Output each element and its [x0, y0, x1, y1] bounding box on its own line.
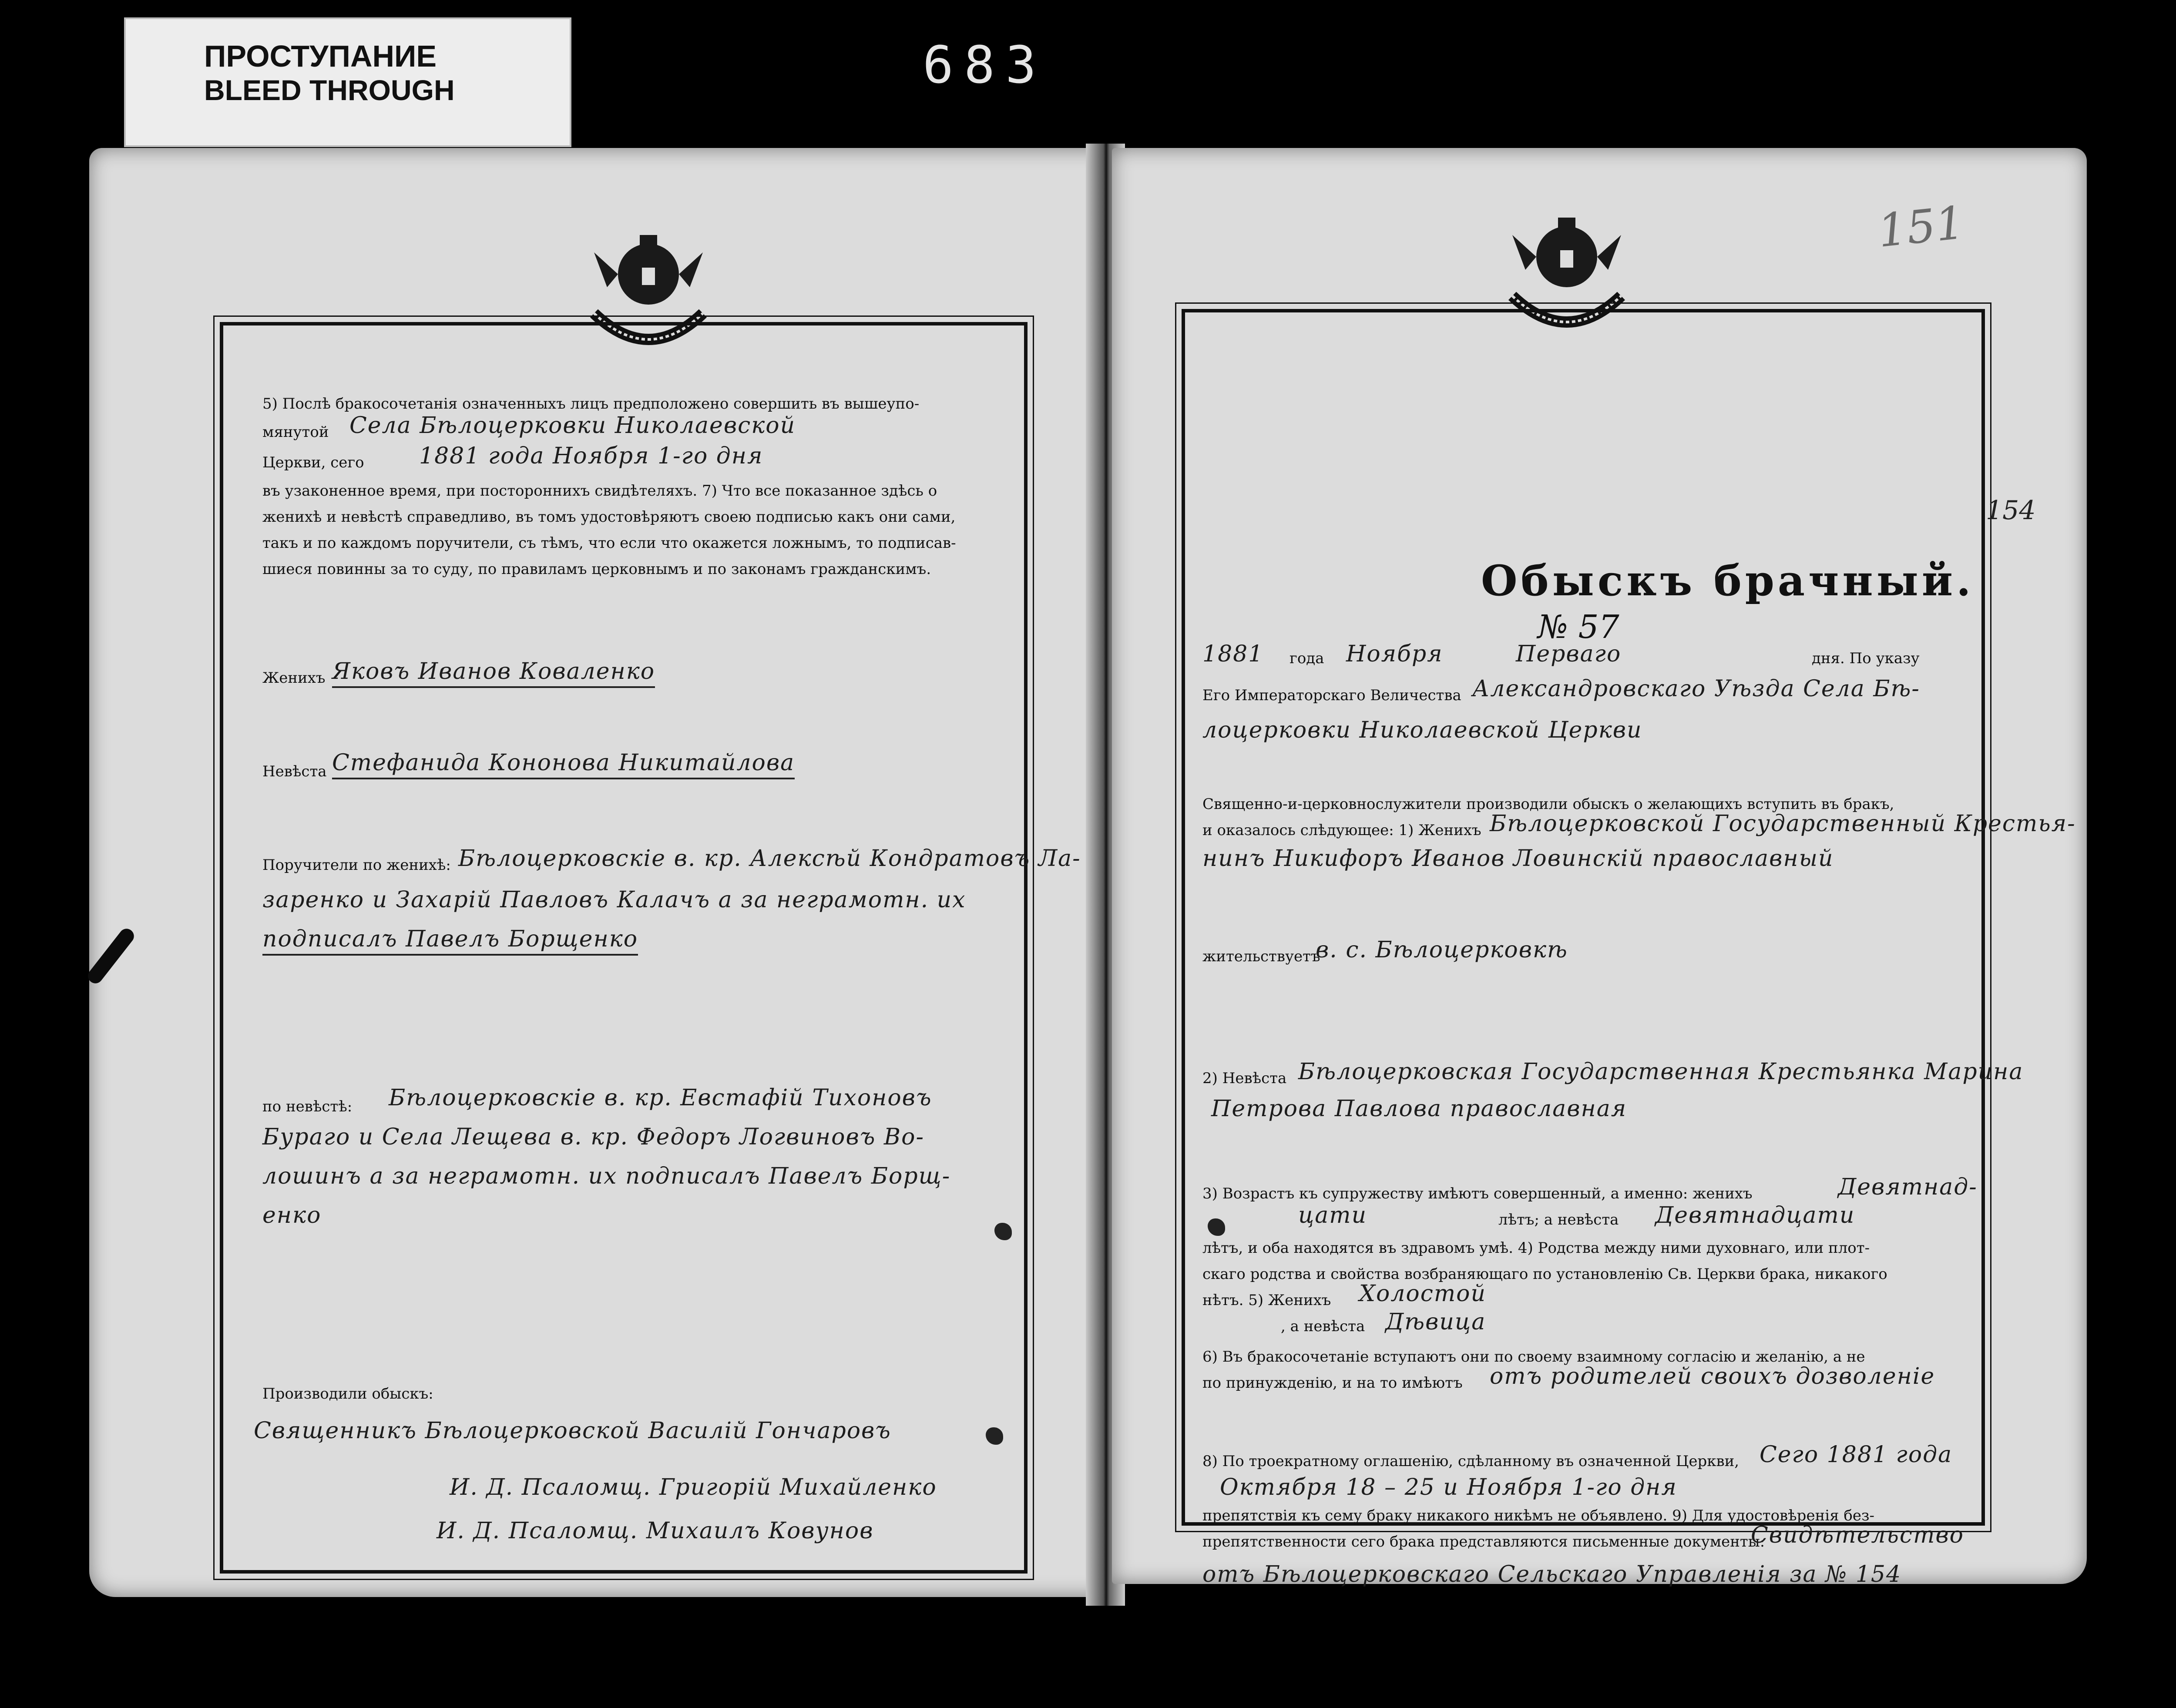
- right-age-groom-hw-2: цати: [1298, 1202, 1367, 1228]
- left-guarantors-groom-label: Поручители по женихѣ:: [262, 856, 451, 874]
- document-title: Обыскъ брачный.: [1481, 556, 1975, 605]
- left-examiners-hw-2: И. Д. Псаломщ. Григорiй Михайленко: [450, 1474, 937, 1500]
- right-groom-hw-1: Бѣлоцерковской Государственный Крестья-: [1490, 811, 2076, 837]
- left-guarantors-bride-hw-1: Бѣлоцерковскiе в. кр. Евстафiй Тихоновъ: [389, 1085, 932, 1111]
- left-groom-handwriting: Яковъ Иванов Коваленко: [332, 658, 655, 688]
- left-page: [89, 148, 1108, 1597]
- left-p2-line-1: въ узаконенное время, при постороннихъ свидѣтеляхъ. 7) Что все показанное здѣсь о: [262, 482, 937, 500]
- right-consent-hw: отъ родителей своихъ дозволенiе: [1490, 1363, 1935, 1389]
- right-age-groom-hw: Девятнад-: [1838, 1174, 1978, 1200]
- right-groom-status-hw: Холостой: [1359, 1281, 1486, 1307]
- left-examiners-hw-1: Священникъ Бѣлоцерковской Василiй Гончаровъ: [254, 1418, 891, 1444]
- right-line3-hw: лоцерковки Николаевской Церкви: [1202, 717, 1642, 743]
- right-age-line-3: лѣтъ, и оба находятся въ здравомъ умѣ. 4) Родства между ними духовнаго, или плот-: [1202, 1239, 1870, 1257]
- left-church-handwriting: Села Бѣлоцерковки Николаевской: [349, 413, 796, 439]
- right-age-line-4: скаго родства и свойства возбраняющаго по установленію Св. Церкви брака, никакого: [1202, 1265, 1887, 1283]
- left-guarantors-groom-hw-1: Бѣлоцерковскiе в. кр. Алексѣй Кондратовъ Ла-: [458, 846, 1081, 872]
- right-age-mid: лѣтъ; а невѣста: [1498, 1211, 1619, 1228]
- left-p1-church-suffix: Церкви, сего: [262, 454, 364, 471]
- left-guarantors-bride-hw-3: лошинъ а за неграмотн. их подписалъ Павелъ Борщ-: [262, 1163, 951, 1189]
- document-number: № 57: [1538, 608, 1619, 646]
- left-p2-line-2: женихѣ и невѣстѣ справедливо, въ томъ удостовѣряютъ своею подписью какъ они сами,: [262, 508, 956, 526]
- right-line1-end: дня. По указу: [1812, 650, 1920, 667]
- right-consent-line-1: 6) Въ бракосочетаніе вступаютъ они по своему взаимному согласію и желанію, а не: [1202, 1348, 1865, 1366]
- right-bride-status-label: , а невѣста: [1281, 1318, 1365, 1335]
- right-clergy-line-2: и оказалось слѣдующее: 1) Женихъ: [1202, 822, 1481, 839]
- left-guarantors-bride-label: по невѣстѣ:: [262, 1098, 353, 1115]
- bleed-through-label: [124, 17, 571, 147]
- right-year-suffix: года: [1289, 650, 1324, 667]
- left-p1: 5) Послѣ бракосочетанія означенныхъ лицъ предположено совершить въ вышеупо-: [262, 395, 920, 413]
- left-page-frame: [220, 322, 1081, 1574]
- label-en: BLEED THROUGH: [204, 74, 455, 106]
- right-banns-line-3: препятственности сего брака представляются письменные документы:: [1202, 1533, 1765, 1550]
- right-banns-line-1: 8) По троекратному оглашенію, сдѣланному въ означенной Церкви,: [1202, 1453, 1739, 1470]
- left-p2-line-4: шиеся повинны за то суду, по правиламъ церковнымъ и по законамъ гражданскимъ.: [262, 560, 931, 578]
- left-examiners-hw-3: И. Д. Псаломщ. Михаилъ Ковунов: [437, 1518, 874, 1544]
- left-groom-label: Женихъ: [262, 669, 326, 687]
- right-banns-hw-1: Сего 1881 года: [1760, 1442, 1953, 1468]
- right-page-frame: [1182, 309, 2076, 1587]
- left-p2-line-3: такъ и по каждомъ поручители, съ тѣмъ, что если что окажется ложнымъ, то подписав-: [262, 534, 956, 552]
- right-bride-hw-1: Бѣлоцерковская Государственная Крестьянка Марина: [1298, 1059, 2024, 1085]
- right-page: [1112, 148, 2087, 1587]
- right-groom-hw-2: нинъ Никифоръ Иванов Ловинскiй православный: [1202, 846, 1834, 872]
- right-age-line-5: нѣтъ. 5) Женихъ: [1202, 1292, 1331, 1309]
- right-day-hw: Перваго: [1516, 641, 1622, 667]
- left-p1-church-prefix: мянутой: [262, 423, 329, 441]
- right-clergy-line-1: Священно-и-церковнослужители производили обыскъ о желающихъ вступить въ бракъ,: [1202, 795, 1894, 813]
- right-bride-status-hw: Дѣвица: [1385, 1309, 1486, 1335]
- right-year-hw: 1881: [1202, 641, 1264, 667]
- right-age-line-1: 3) Возрастъ къ супружеству имѣютъ совершенный, а именно: женихъ: [1202, 1185, 1753, 1202]
- right-residence-hw: в. с. Бѣлоцерковкѣ: [1316, 937, 1568, 963]
- right-banns-hw-3: Свидѣтельство: [1751, 1522, 1964, 1548]
- right-banns-line-2: препятствія къ сему браку никакого никѣмъ не объявлено. 9) Для удостовѣренія без-: [1202, 1507, 1874, 1524]
- right-age-bride-hw: Девятнадцати: [1655, 1202, 1855, 1228]
- right-bride-hw-2: Петрова Павлова православная: [1211, 1096, 1627, 1122]
- left-date-handwriting: 1881 года Ноября 1-го дня: [419, 443, 763, 469]
- left-bride-handwriting: Стефанида Кононова Никитайлова: [332, 750, 795, 779]
- right-residence-label: жительствуетъ: [1202, 948, 1320, 965]
- folio-mark: 151: [1875, 195, 1967, 258]
- left-examiners-label: Производили обыскъ:: [262, 1385, 433, 1403]
- right-banns-hw-4: отъ Бѣлоцерковскаго Сельскаго Управленiя за № 154: [1202, 1561, 1902, 1587]
- left-guarantors-bride-hw-4: енко: [262, 1202, 322, 1228]
- right-consent-line-2: по принужденію, и на то имѣютъ: [1202, 1374, 1463, 1392]
- right-bride-label: 2) Невѣста: [1202, 1070, 1287, 1087]
- right-line2-print: Его Императорскаго Величества: [1202, 687, 1461, 704]
- right-banns-hw-2: Октября 18 – 25 и Ноября 1-го дня: [1220, 1474, 1677, 1500]
- label-ru: ПРОСТУПАНИЕ: [204, 39, 437, 73]
- right-line2-hw: Александровскаго Уѣзда Села Бѣ-: [1472, 676, 1920, 702]
- left-guarantors-groom-hw-3: подписалъ Павелъ Борщенко: [262, 926, 638, 956]
- left-guarantors-bride-hw-2: Бураго и Села Лещева в. кр. Федоръ Логвиновъ Во-: [262, 1124, 925, 1150]
- sheet-number: 683: [923, 35, 1047, 95]
- folio-corner-number: 154: [1986, 495, 2036, 526]
- right-month-hw: Ноября: [1346, 641, 1443, 667]
- left-bride-label: Невѣста: [262, 763, 327, 780]
- left-guarantors-groom-hw-2: заренко и Захарiй Павловъ Калачъ а за неграмотн. их: [262, 887, 966, 913]
